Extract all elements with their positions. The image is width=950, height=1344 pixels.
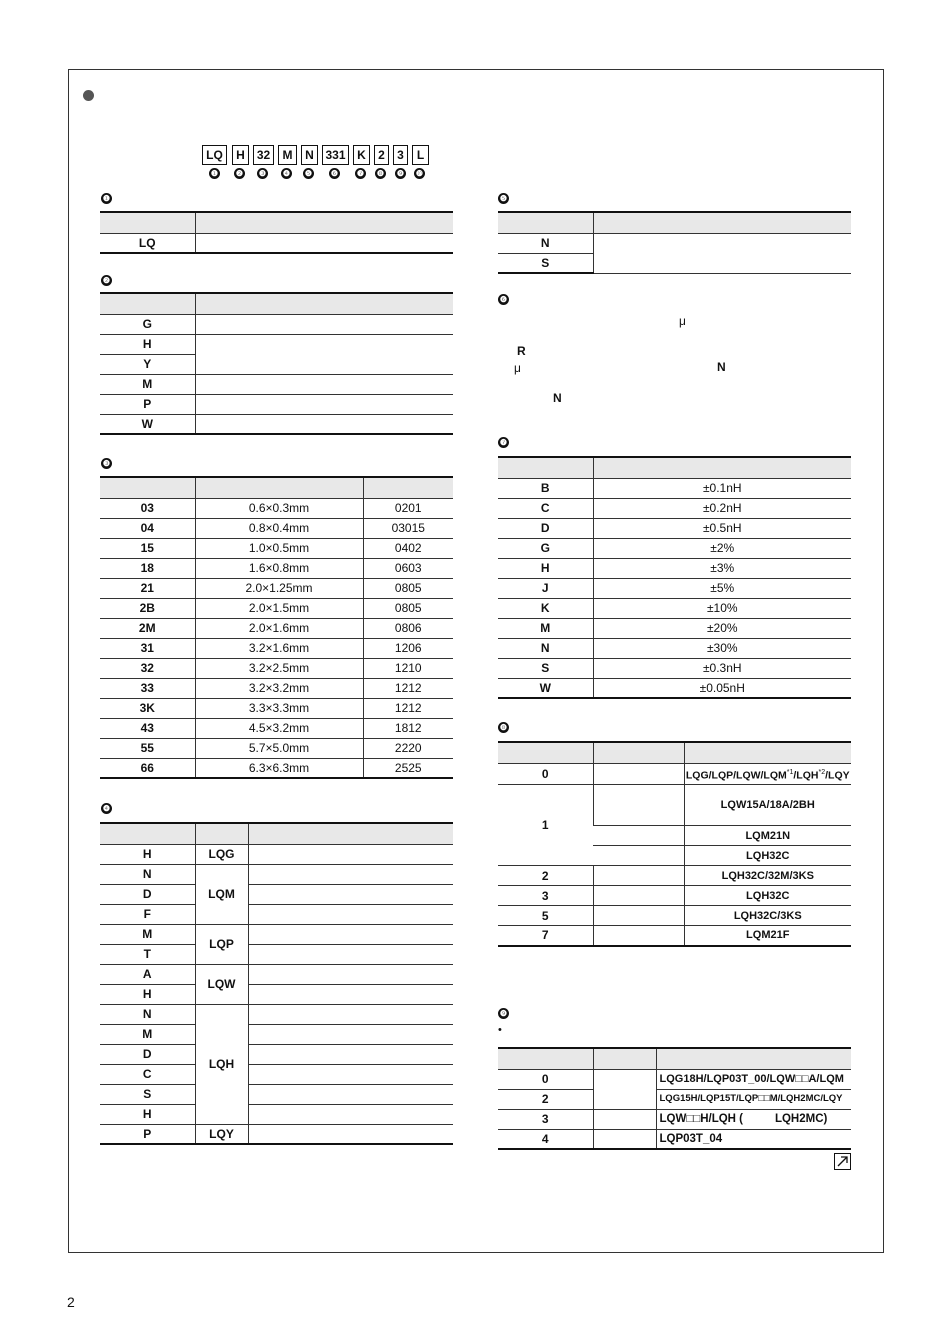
s3-row — [100, 618, 453, 638]
s4-code: H — [100, 984, 195, 1004]
s4-code: M — [100, 924, 195, 944]
code-seg-5: N — [301, 145, 318, 165]
code-seg-10: L — [412, 145, 429, 165]
s7-code: H — [498, 558, 593, 578]
s8-code: 5 — [498, 906, 593, 926]
s8-footnote-2: *2 — [818, 768, 826, 776]
s8-series: LQM21F — [684, 926, 851, 946]
s7-tolerance: ±0.5nH — [593, 518, 851, 538]
s8-series: LQH32C/3KS — [684, 906, 851, 926]
s7-tolerance: ±20% — [593, 618, 851, 638]
s3-row — [100, 738, 453, 758]
s8-code: 0 — [498, 763, 593, 785]
s2-code: P — [100, 394, 195, 414]
s4-series: LQM — [195, 864, 248, 924]
s3-size: 3.2×3.2mm — [195, 678, 363, 698]
s3-row — [100, 578, 453, 598]
s2-code: Y — [100, 354, 195, 374]
s9-series: LQG15H/LQP15T/LQP□□M/LQH2MC/LQY — [656, 1089, 851, 1109]
s8-series: LQH32C — [684, 886, 851, 906]
s8-code: 1 — [498, 785, 593, 866]
s7-code: M — [498, 618, 593, 638]
s3-eia: 1212 — [363, 698, 453, 718]
s3-row — [100, 518, 453, 538]
s3-row — [100, 538, 453, 558]
s3-size: 5.7×5.0mm — [195, 738, 363, 758]
s4-code: N — [100, 864, 195, 884]
s3-size: 1.0×0.5mm — [195, 538, 363, 558]
s3-eia: 0603 — [363, 558, 453, 578]
s3-eia: 1206 — [363, 638, 453, 658]
section-4-table — [100, 822, 453, 1145]
section-5-table — [498, 211, 851, 274]
s7-code: B — [498, 478, 593, 498]
s3-size: 0.8×0.4mm — [195, 518, 363, 538]
section-8-table — [498, 741, 851, 947]
code-num-6: ❻ — [330, 169, 339, 178]
s5-code: N — [498, 233, 593, 253]
code-seg-7: K — [353, 145, 370, 165]
s3-size: 2.0×1.5mm — [195, 598, 363, 618]
s8-code: 2 — [498, 866, 593, 886]
section-7-table — [498, 456, 851, 699]
s8-code: 7 — [498, 926, 593, 946]
s4-code: S — [100, 1084, 195, 1104]
section-3-number: ❸ — [102, 459, 111, 468]
s6-n-2: N — [553, 391, 562, 405]
section-3-table — [100, 476, 453, 779]
section-1-table — [100, 211, 453, 254]
s4-code: A — [100, 964, 195, 984]
s3-code: 55 — [100, 738, 195, 758]
s9-code: 0 — [498, 1069, 593, 1089]
section-7-number: ❼ — [499, 438, 508, 447]
s4-code: T — [100, 944, 195, 964]
s8-series: LQW15A/18A/2BH — [684, 785, 851, 826]
code-seg-3: 32 — [253, 145, 274, 165]
code-seg-2: H — [232, 145, 249, 165]
s8-series: LQH32C — [684, 846, 851, 866]
s3-size: 3.3×3.3mm — [195, 698, 363, 718]
s4-series: LQP — [195, 924, 248, 964]
section-8-number: ❽ — [499, 723, 508, 732]
s7-code: J — [498, 578, 593, 598]
section-bullet — [83, 90, 94, 101]
s4-code: D — [100, 884, 195, 904]
s4-code: N — [100, 1004, 195, 1024]
s3-eia: 0806 — [363, 618, 453, 638]
s3-eia: 0805 — [363, 578, 453, 598]
s4-code: D — [100, 1044, 195, 1064]
s3-row — [100, 658, 453, 678]
code-num-3: ❸ — [258, 169, 267, 178]
s3-row — [100, 638, 453, 658]
s4-code: F — [100, 904, 195, 924]
s3-row — [100, 498, 453, 518]
s3-row — [100, 718, 453, 738]
section-1-number: ❶ — [102, 194, 111, 203]
code-num-9: ❾ — [396, 169, 405, 178]
s3-size: 2.0×1.6mm — [195, 618, 363, 638]
s3-size: 6.3×6.3mm — [195, 758, 363, 778]
s7-tolerance: ±0.1nH — [593, 478, 851, 498]
s9-series: LQG18H/LQP03T_00/LQW□□A/LQM — [656, 1069, 851, 1089]
s7-code: N — [498, 638, 593, 658]
s9-series: LQW□□H/LQH ( LQH2MC) — [656, 1109, 851, 1129]
s3-code: 04 — [100, 518, 195, 538]
s3-size: 3.2×2.5mm — [195, 658, 363, 678]
s2-code: G — [100, 314, 195, 334]
s1-code: LQ — [100, 233, 195, 253]
s6-r: R — [517, 344, 526, 358]
s3-eia: 2525 — [363, 758, 453, 778]
s6-n-1: N — [717, 360, 726, 374]
arrow-up-right-icon[interactable] — [834, 1153, 851, 1170]
s4-series: LQH — [195, 1004, 248, 1124]
code-seg-1: LQ — [202, 145, 227, 165]
s3-eia: 1812 — [363, 718, 453, 738]
s3-code: 33 — [100, 678, 195, 698]
s4-code: H — [100, 844, 195, 864]
page-number: 2 — [67, 1294, 75, 1310]
s7-code: S — [498, 658, 593, 678]
s9-code: 4 — [498, 1129, 593, 1149]
s3-code: 15 — [100, 538, 195, 558]
s7-tolerance: ±0.2nH — [593, 498, 851, 518]
s4-series: LQW — [195, 964, 248, 1004]
code-num-10: ❿ — [415, 169, 424, 178]
s7-tolerance: ±0.3nH — [593, 658, 851, 678]
s8-series — [684, 763, 851, 785]
code-seg-9: 3 — [393, 145, 408, 165]
s3-eia: 2220 — [363, 738, 453, 758]
s3-code: 31 — [100, 638, 195, 658]
s3-row — [100, 598, 453, 618]
section-5-number: ❺ — [499, 194, 508, 203]
code-seg-4: M — [278, 145, 297, 165]
s3-code: 43 — [100, 718, 195, 738]
s3-row — [100, 758, 453, 778]
s8-series-c: /LQY — [825, 769, 850, 781]
s3-code: 18 — [100, 558, 195, 578]
code-seg-6: 331 — [322, 145, 349, 165]
s3-size: 3.2×1.6mm — [195, 638, 363, 658]
s3-eia: 0402 — [363, 538, 453, 558]
code-num-7: ❼ — [356, 169, 365, 178]
s6-mu-2: μ — [514, 361, 521, 375]
section-9-table — [498, 1047, 851, 1150]
s9-code: 2 — [498, 1089, 593, 1109]
s8-footnote-1: *1 — [786, 768, 794, 776]
s4-series: LQG — [195, 844, 248, 864]
s3-code: 2B — [100, 598, 195, 618]
s3-size: 2.0×1.25mm — [195, 578, 363, 598]
s3-code: 32 — [100, 658, 195, 678]
s8-code: 3 — [498, 886, 593, 906]
section-2-table — [100, 292, 453, 435]
s7-code: K — [498, 598, 593, 618]
s7-tolerance: ±30% — [593, 638, 851, 658]
section-4-number: ❹ — [102, 804, 111, 813]
s3-row — [100, 558, 453, 578]
s3-code: 2M — [100, 618, 195, 638]
s3-eia: 1212 — [363, 678, 453, 698]
s3-size: 0.6×0.3mm — [195, 498, 363, 518]
s8-series-b: /LQH — [793, 769, 819, 781]
s3-eia: 0805 — [363, 598, 453, 618]
s3-row — [100, 698, 453, 718]
s6-mu-1: μ — [679, 314, 686, 328]
s3-size: 1.6×0.8mm — [195, 558, 363, 578]
s8-series: LQH32C/32M/3KS — [684, 866, 851, 886]
code-num-5: ❺ — [304, 169, 313, 178]
s7-tolerance: ±2% — [593, 538, 851, 558]
s8-series: LQM21N — [684, 826, 851, 846]
s7-code: W — [498, 678, 593, 698]
s4-code: M — [100, 1024, 195, 1044]
s7-tolerance: ±0.05nH — [593, 678, 851, 698]
s3-size: 4.5×3.2mm — [195, 718, 363, 738]
section-9-number: ❾ — [499, 1009, 508, 1018]
code-num-4: ❹ — [282, 169, 291, 178]
s2-code: M — [100, 374, 195, 394]
s4-code: H — [100, 1104, 195, 1124]
s3-code: 03 — [100, 498, 195, 518]
s7-tolerance: ±5% — [593, 578, 851, 598]
s3-code: 21 — [100, 578, 195, 598]
s3-code: 66 — [100, 758, 195, 778]
s3-code: 3K — [100, 698, 195, 718]
code-num-8: ❽ — [376, 169, 385, 178]
code-num-1: ❶ — [210, 169, 219, 178]
s7-code: G — [498, 538, 593, 558]
s9-bullet: • — [498, 1024, 502, 1036]
s7-tolerance: ±10% — [593, 598, 851, 618]
s3-eia: 0201 — [363, 498, 453, 518]
section-2-number: ❷ — [102, 276, 111, 285]
s7-code: D — [498, 518, 593, 538]
s9-code: 3 — [498, 1109, 593, 1129]
s2-code: H — [100, 334, 195, 354]
s4-code: C — [100, 1064, 195, 1084]
s4-series: LQY — [195, 1124, 248, 1144]
section-6-number: ❻ — [499, 295, 508, 304]
s3-row — [100, 678, 453, 698]
s7-tolerance: ±3% — [593, 558, 851, 578]
code-seg-8: 2 — [374, 145, 389, 165]
s3-eia: 03015 — [363, 518, 453, 538]
s3-eia: 1210 — [363, 658, 453, 678]
s5-code: S — [498, 253, 593, 273]
s8-series-a: LQG/LQP/LQW/LQM — [685, 769, 787, 781]
s2-code: W — [100, 414, 195, 434]
code-num-2: ❷ — [235, 169, 244, 178]
s7-code: C — [498, 498, 593, 518]
s9-series: LQP03T_04 — [656, 1129, 851, 1149]
s4-code: P — [100, 1124, 195, 1144]
